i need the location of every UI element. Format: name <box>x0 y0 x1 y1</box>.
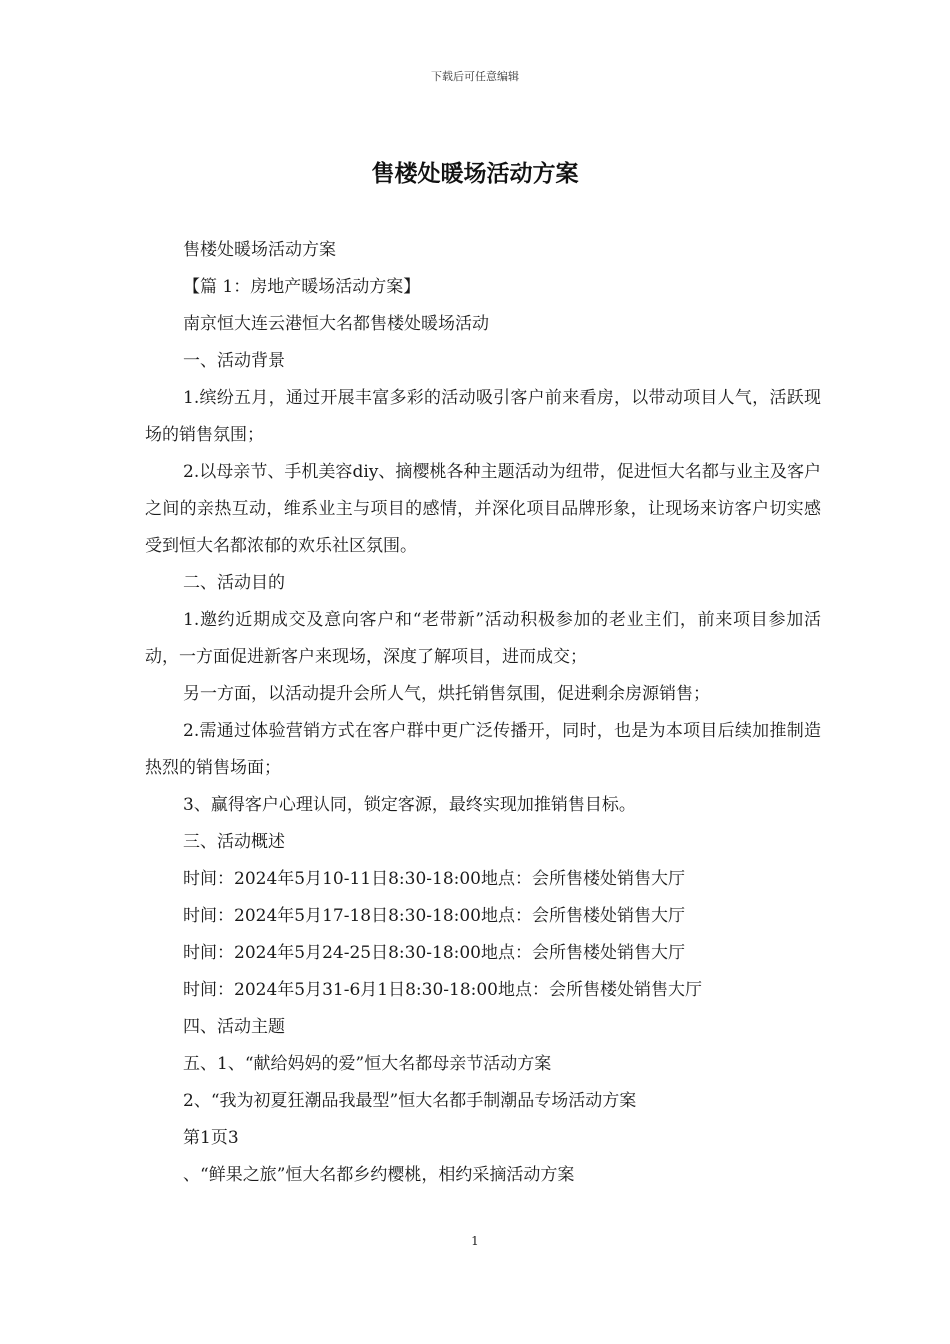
header-note: 下载后可任意编辑 <box>431 70 519 83</box>
paragraph-section-label: 【篇 1：房地产暖场活动方案】 <box>183 277 421 297</box>
schedule-line: 时间：2024年5月24-25日8:30-18:00地点：会所售楼处销售大厅 <box>183 943 685 963</box>
schedule-line: 时间：2024年5月17-18日8:30-18:00地点：会所售楼处销售大厅 <box>183 906 685 926</box>
document-body <box>145 232 821 1194</box>
theme-item-3: 、“鲜果之旅”恒大名都乡约樱桃，相约采摘活动方案 <box>183 1165 575 1185</box>
page-number: 1 <box>471 1234 479 1248</box>
heading-theme: 四、活动主题 <box>183 1017 285 1037</box>
paragraph-background-2: 2.以母亲节、手机美容diy、摘樱桃各种主题活动为纽带，促进恒大名都与业主及客户之间的亲热互动，维系业主与项目的感情，并深化项目品牌形象，让现场来访客户切实感受到恒大名都浓郁的欢乐社区氛围。 <box>145 462 821 556</box>
paragraph-purpose-3: 2.需通过体验营销方式在客户群中更广泛传播开，同时，也是为本项目后续加推制造热烈的销售场面； <box>145 721 821 778</box>
paragraph-background-1: 1.缤纷五月，通过开展丰富多彩的活动吸引客户前来看房，以带动项目人气，活跃现场的销售氛围； <box>145 388 821 445</box>
paragraph-purpose-4: 3、赢得客户心理认同，锁定客源，最终实现加推销售目标。 <box>183 795 636 815</box>
heading-background: 一、活动背景 <box>183 351 285 371</box>
heading-purpose: 二、活动目的 <box>183 573 285 593</box>
schedule-line: 时间：2024年5月10-11日8:30-18:00地点：会所售楼处销售大厅 <box>183 869 685 889</box>
paragraph-subtitle: 售楼处暖场活动方案 <box>183 240 336 260</box>
paragraph-purpose-2: 另一方面，以活动提升会所人气，烘托销售氛围，促进剩余房源销售； <box>183 684 710 704</box>
paragraph-event-name: 南京恒大连云港恒大名都售楼处暖场活动 <box>183 314 489 334</box>
document-title: 售楼处暖场活动方案 <box>371 160 579 187</box>
paragraph-purpose-1: 1.邀约近期成交及意向客户和“老带新”活动积极参加的老业主们，前来项目参加活动，一方面促进新客户来现场，深度了解项目，进而成交； <box>145 610 821 667</box>
inline-page-marker: 第1页3 <box>183 1128 239 1148</box>
theme-item-2: 2、“我为初夏狂潮品我最型”恒大名都手制潮品专场活动方案 <box>183 1091 637 1111</box>
heading-overview: 三、活动概述 <box>183 832 285 852</box>
theme-item-1: 五、1、“献给妈妈的爱”恒大名都母亲节活动方案 <box>183 1054 552 1074</box>
schedule-line: 时间：2024年5月31-6月1日8:30-18:00地点：会所售楼处销售大厅 <box>183 980 702 1000</box>
